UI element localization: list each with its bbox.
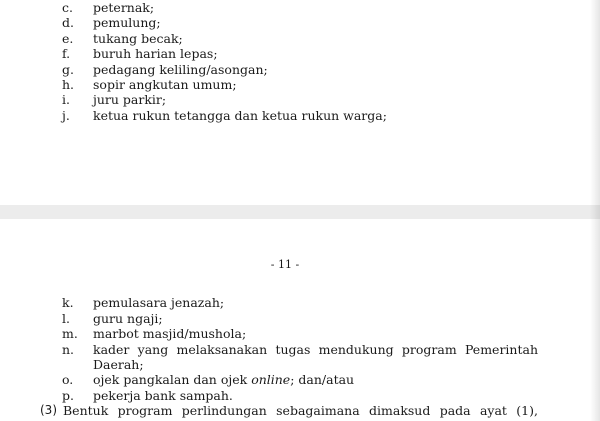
list-text: pedagang keliling/asongan; — [93, 62, 268, 77]
list-marker: f. — [62, 46, 71, 61]
clause-text: Bentuk program perlindungan sebagaimana dimaksud pada ayat (1), — [63, 403, 538, 418]
list-marker: m. — [62, 326, 78, 341]
list-text: ketua rukun tetangga dan ketua rukun warga; — [93, 108, 387, 123]
page-separator — [0, 205, 600, 219]
list-marker: k. — [62, 295, 74, 310]
page-number: - 11 - — [270, 258, 300, 271]
list-text: juru parkir; — [93, 92, 167, 107]
list-marker: l. — [62, 311, 70, 326]
document-page-bottom — [0, 219, 600, 421]
list-text — [93, 372, 354, 387]
list-text: marbot masjid/mushola; — [93, 326, 247, 341]
list-text: pemulasara jenazah; — [93, 295, 225, 310]
list-text: guru ngaji; — [93, 311, 163, 326]
list-text: tukang becak; — [93, 31, 183, 46]
list-text-part: ojek pangkalan dan ojek — [93, 372, 252, 387]
document-page-top — [0, 0, 600, 205]
list-marker: e. — [62, 31, 74, 46]
list-marker: p. — [62, 388, 74, 403]
list-text: peternak; — [93, 0, 155, 15]
list-text: kader yang melaksanakan tugas mendukung program Pemerintah — [93, 342, 538, 357]
italic-term: online — [251, 372, 291, 387]
list-marker: h. — [62, 77, 75, 92]
list-marker: o. — [62, 372, 74, 387]
list-marker: j. — [62, 108, 70, 123]
list-text: sopir angkutan umum; — [93, 77, 237, 92]
list-marker: i. — [62, 92, 70, 107]
list-text-part: ; dan/atau — [290, 372, 355, 387]
list-marker: c. — [62, 0, 73, 15]
list-text: Daerah; — [93, 357, 144, 372]
clause-number: (3) — [40, 403, 57, 417]
list-text: pemulung; — [93, 15, 161, 30]
list-marker: d. — [62, 15, 74, 30]
list-text: buruh harian lepas; — [93, 46, 218, 61]
list-marker: n. — [62, 342, 75, 357]
list-text: pekerja bank sampah. — [93, 388, 233, 403]
list-marker: g. — [62, 62, 74, 77]
page-edge-shadow — [590, 0, 600, 421]
